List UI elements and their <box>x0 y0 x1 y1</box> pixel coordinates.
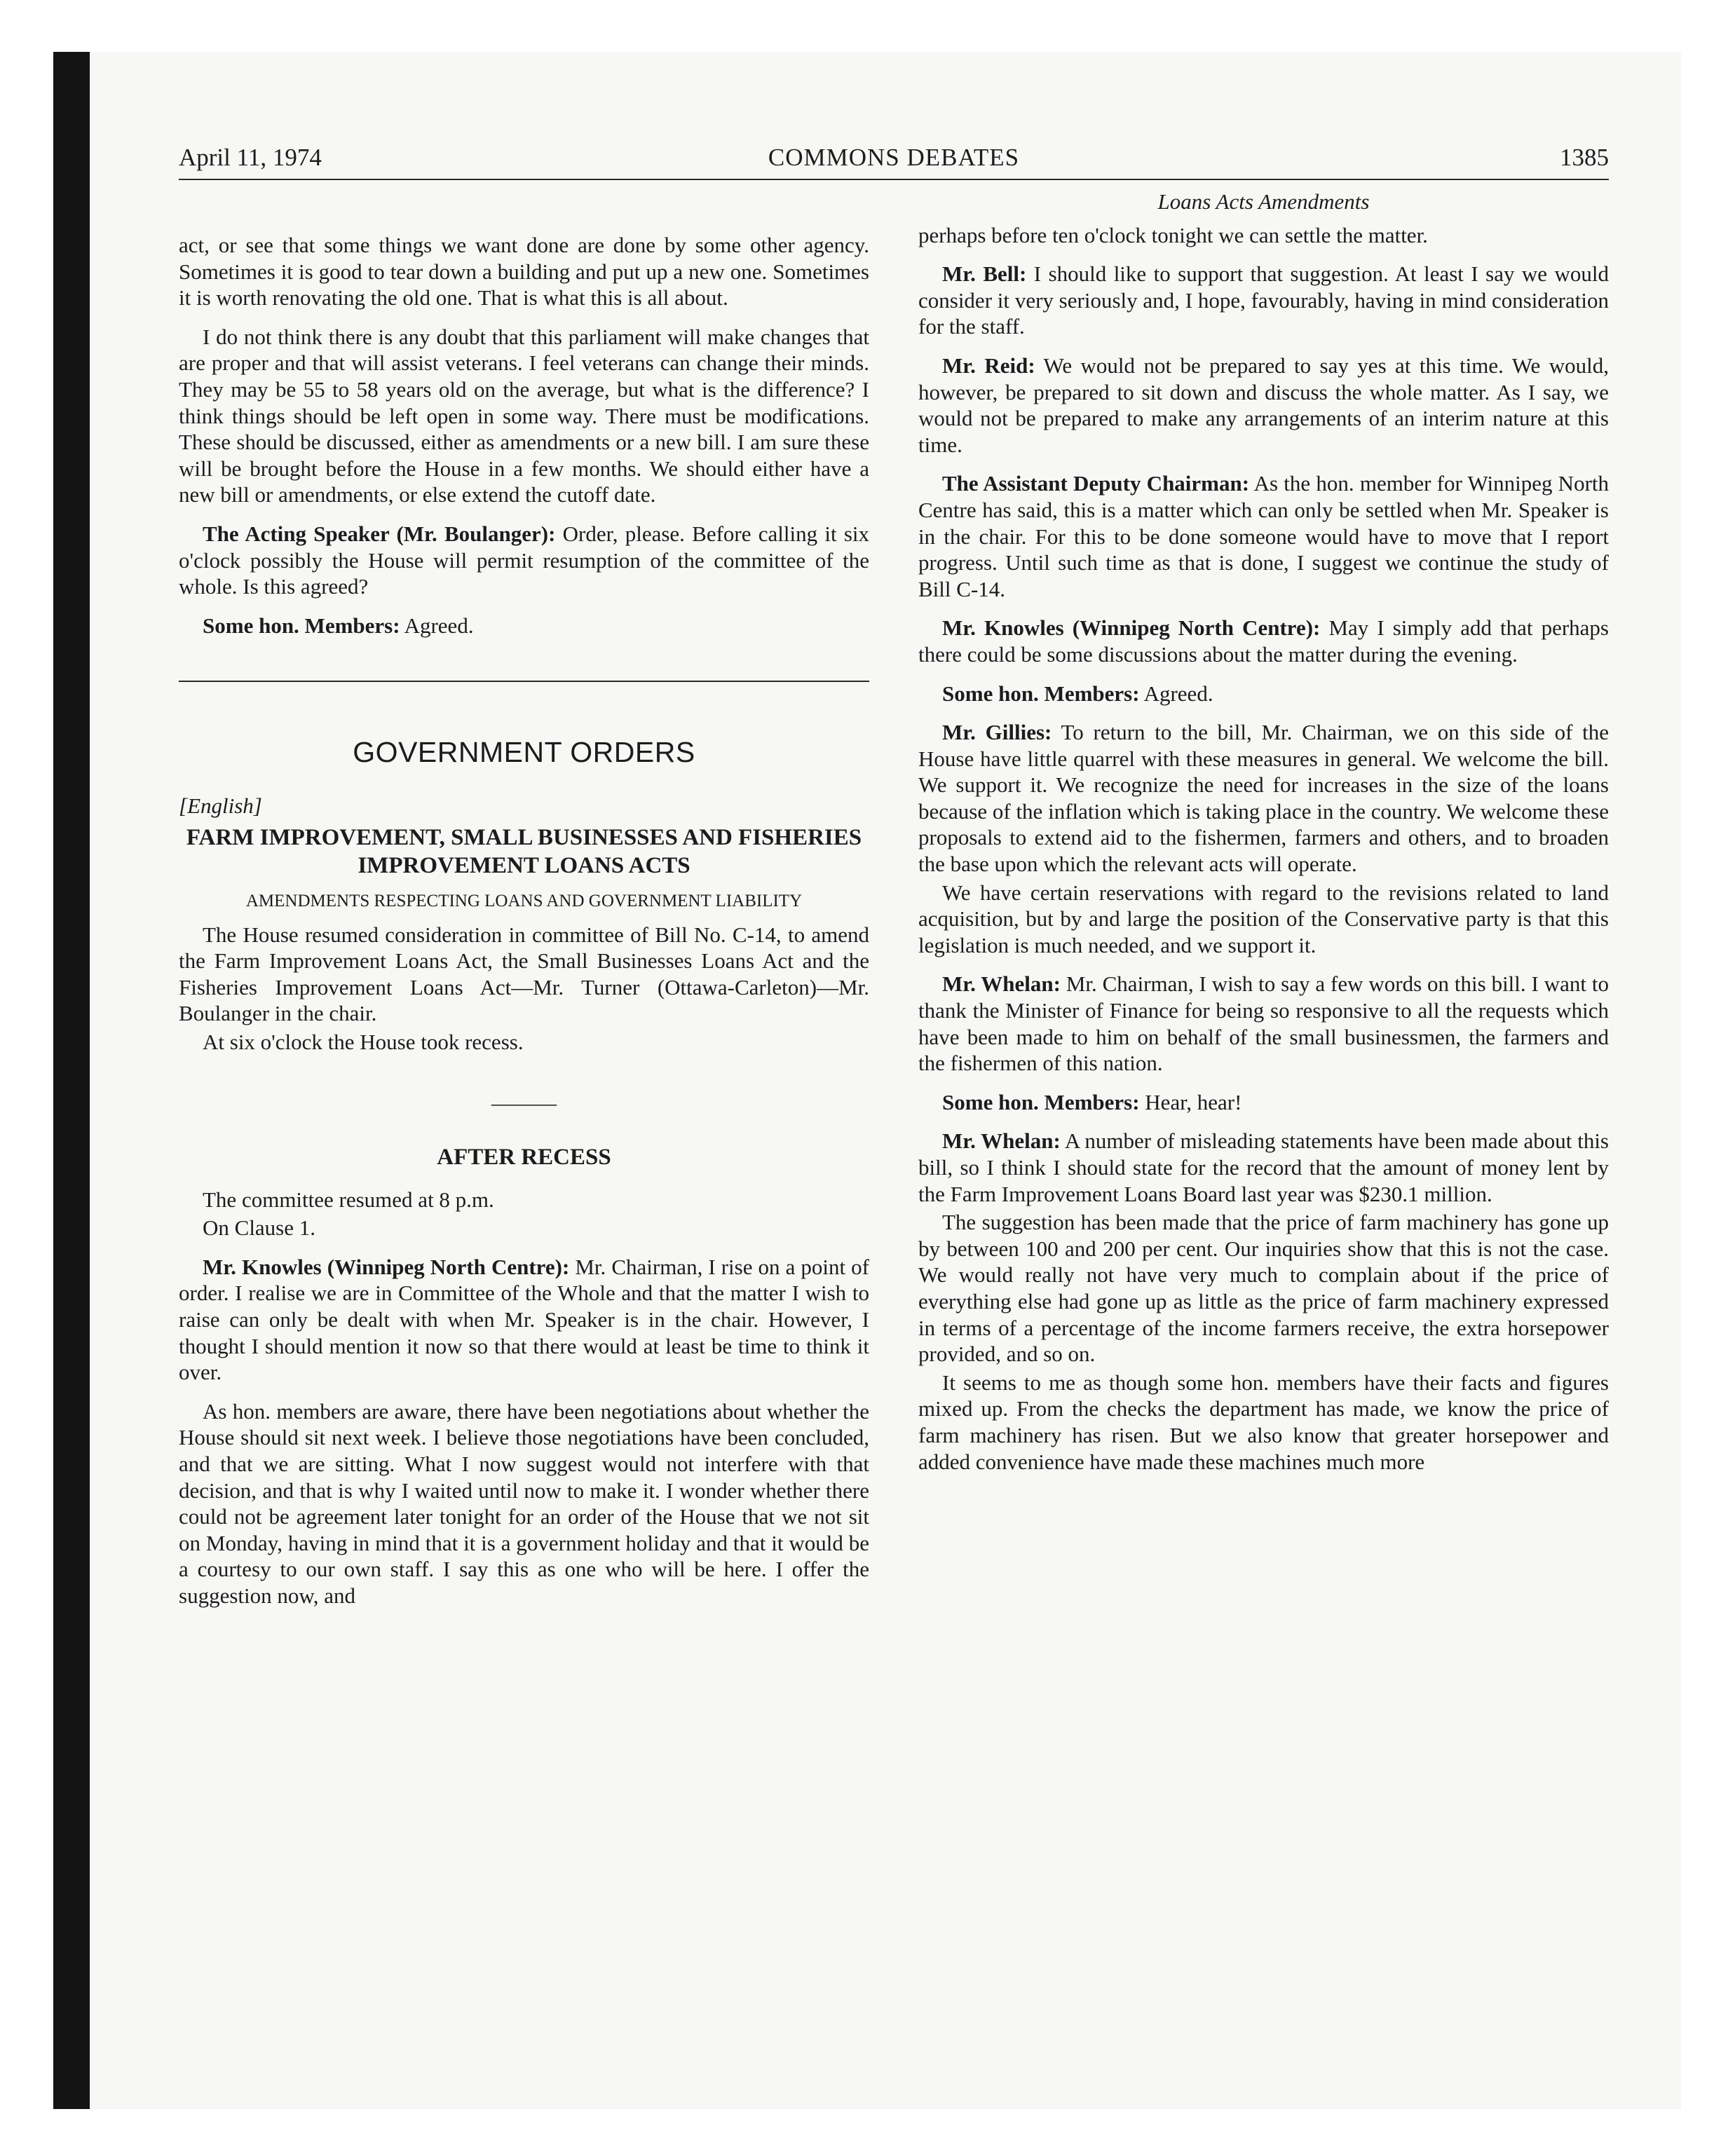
speaker-name: Some hon. Members: <box>942 681 1140 706</box>
speaker-name: The Assistant Deputy Chairman: <box>942 471 1250 496</box>
paragraph: As hon. members are aware, there have been negotiations about whether the House should sit next week. I believe those negotiations have been concluded, and that we are sitting. What I now suggest would not interfere with that decision, and that is why I waited until now to make it. I wonder whether there could not be agreement later tonight for an order of the House that we not sit on Monday, having in mind that it is a government holiday and that it would be a courtesy to our own staff. I say this as one who will be here. I offer the suggestion now, and <box>179 1398 869 1608</box>
paragraph: The House resumed consideration in committee of Bill No. C-14, to amend the Farm Improvement Loans Act, the Small Businesses Loans Act and the Fisheries Improvement Loans Act—Mr. Turner (Ottawa-Carleton)—Mr. Boulanger in the chair. <box>179 922 869 1026</box>
bill-subtitle: AMENDMENTS RESPECTING LOANS AND GOVERNMENT LIABILITY <box>245 891 803 910</box>
language-note: [English] <box>179 793 262 818</box>
speaker-name: Mr. Knowles (Winnipeg North Centre): <box>942 615 1321 641</box>
page-header <box>179 144 1609 180</box>
section-divider <box>179 681 869 682</box>
speech-text: I should like to support that suggestion. At least I say we would consider it very seriously and, I hope, favourably, having in mind consideration for the staff. <box>918 261 1609 339</box>
speech <box>918 1089 1609 1116</box>
paragraph: The suggestion has been made that the price of farm machinery has gone up by between 100 and 200 per cent. Our inquiries show that this is not the case. We would really not have very much to complain about if the price of everything else had gone up as little as the price of farm machinery expressed in terms of a percentage of the income farmers receive, the extra horsepower provided, and so on. <box>918 1210 1609 1367</box>
header-title: COMMONS DEBATES <box>768 144 1020 171</box>
right-column <box>918 189 1610 1487</box>
speaker-name: Mr. Whelan: <box>942 971 1061 997</box>
header-date: April 11, 1974 <box>179 144 322 171</box>
speech <box>918 681 1609 707</box>
running-head: Loans Acts Amendments <box>1157 189 1370 214</box>
speech <box>918 353 1609 458</box>
dash-divider: ——— <box>491 1091 557 1116</box>
speaker-name: The Acting Speaker (Mr. Boulanger): <box>203 521 556 546</box>
speaker-name: Mr. Knowles (Winnipeg North Centre): <box>203 1254 570 1279</box>
speaker-name: Some hon. Members: <box>203 613 400 638</box>
speech-text: May I simply add that perhaps there could be some discussions about the matter during the evening. <box>918 615 1609 667</box>
left-column <box>179 232 869 1622</box>
speech-text: Order, please. Before calling it six o'clock possibly the House will permit resumption of the committee of the whole. Is this agreed? <box>179 521 869 599</box>
paragraph: I do not think there is any doubt that this parliament will make changes that are proper and that will assist veterans. I feel veterans can change their minds. They may be 55 to 58 years old on the average, but what is the difference? I think things should be left open in some way. There must be modifications. These should be discussed, either as amendments or a new bill. I am sure these will be brought before the House in a few months. We should either have a new bill or amendments, or else extend the cutoff date. <box>179 324 869 507</box>
paragraph: We have certain reservations with regard to the revisions related to land acquisition, but by and large the position of the Conservative party is that this legislation is much needed, and we support it. <box>918 880 1609 957</box>
speech <box>179 1254 869 1386</box>
speech <box>918 719 1609 878</box>
speech <box>179 521 869 600</box>
recess-title: AFTER RECESS <box>437 1145 611 1171</box>
bill-title: FARM IMPROVEMENT, SMALL BUSINESSES AND FISHERIES IMPROVEMENT LOANS ACTS <box>186 824 862 878</box>
speech <box>918 261 1609 340</box>
speech <box>918 615 1609 667</box>
speech-text: Mr. Chairman, I wish to say a few words on this bill. I want to thank the Minister of Finance for being so responsive to all the requests which have been made to him on behalf of the small businessmen, the farmers and the fishermen of this nation. <box>918 971 1610 1076</box>
speaker-name: Some hon. Members: <box>942 1089 1140 1114</box>
speech-text: To return to the bill, Mr. Chairman, we on this side of the House have little quarrel with these measures in general. We welcome the bill. We support it. We recognize the need for increases in the size of the loans because of the inflation which is taking place in the country. We welcome these proposals to extend aid to the fishermen, farmers and others, and to broaden the base upon which the relevant acts will operate. <box>918 720 1609 877</box>
binding-edge <box>53 52 90 2109</box>
speech-text: Hear, hear! <box>1139 1089 1242 1114</box>
paragraph: The committee resumed at 8 p.m. <box>203 1187 494 1212</box>
speaker-name: Mr. Whelan: <box>942 1128 1061 1154</box>
speaker-name: Mr. Bell: <box>942 261 1027 287</box>
speech <box>918 1128 1609 1207</box>
paragraph: It seems to me as though some hon. members have their facts and figures mixed up. From the checks the department has made, we know the price of farm machinery has risen. But we also know that greater horsepower and added convenience have made these machines much more <box>918 1370 1609 1474</box>
paragraph: At six o'clock the House took recess. <box>203 1029 524 1054</box>
speaker-name: Mr. Gillies: <box>942 720 1052 745</box>
speech-text: We would not be prepared to say yes at this time. We would, however, be prepared to sit down and discuss the whole matter. As I say, we would not be prepared to make any arrangements of an interim nature at this time. <box>918 353 1609 457</box>
paragraph: perhaps before ten o'clock tonight we can settle the matter. <box>918 222 1428 247</box>
header-page-number: 1385 <box>1560 144 1609 171</box>
speech-text: As the hon. member for Winnipeg North Centre has said, this is a matter which can only be settled when Mr. Speaker is in the chair. For this to be done someone would have to move that I report progress. Until such time as that is done, I suggest we continue the study of Bill C-14. <box>918 471 1610 601</box>
speech-text: Mr. Chairman, I rise on a point of order. I realise we are in Committee of the Whole and that the matter I wish to raise can only be dealt with when Mr. Speaker is in the chair. However, I thought I should mention it now so that there would at least be time to think it over. <box>179 1254 869 1385</box>
speech-text: A number of misleading statements have been made about this bill, so I think I should state for the record that the amount of money lent by the Farm Improvement Loans Board last year was $230.1 million. <box>918 1128 1609 1206</box>
speech <box>179 613 869 639</box>
speech <box>918 470 1609 602</box>
section-title: GOVERNMENT ORDERS <box>353 736 695 769</box>
speech-text: Agreed. <box>400 613 474 638</box>
speech <box>918 971 1609 1076</box>
speaker-name: Mr. Reid: <box>942 353 1035 378</box>
paragraph: act, or see that some things we want done are done by some other agency. Sometimes it is good to tear down a building and put up a new one. Sometimes it is worth renovating the old one. That is what this is all about. <box>179 233 869 311</box>
paragraph: On Clause 1. <box>203 1215 316 1241</box>
speech-text: Agreed. <box>1139 681 1213 706</box>
